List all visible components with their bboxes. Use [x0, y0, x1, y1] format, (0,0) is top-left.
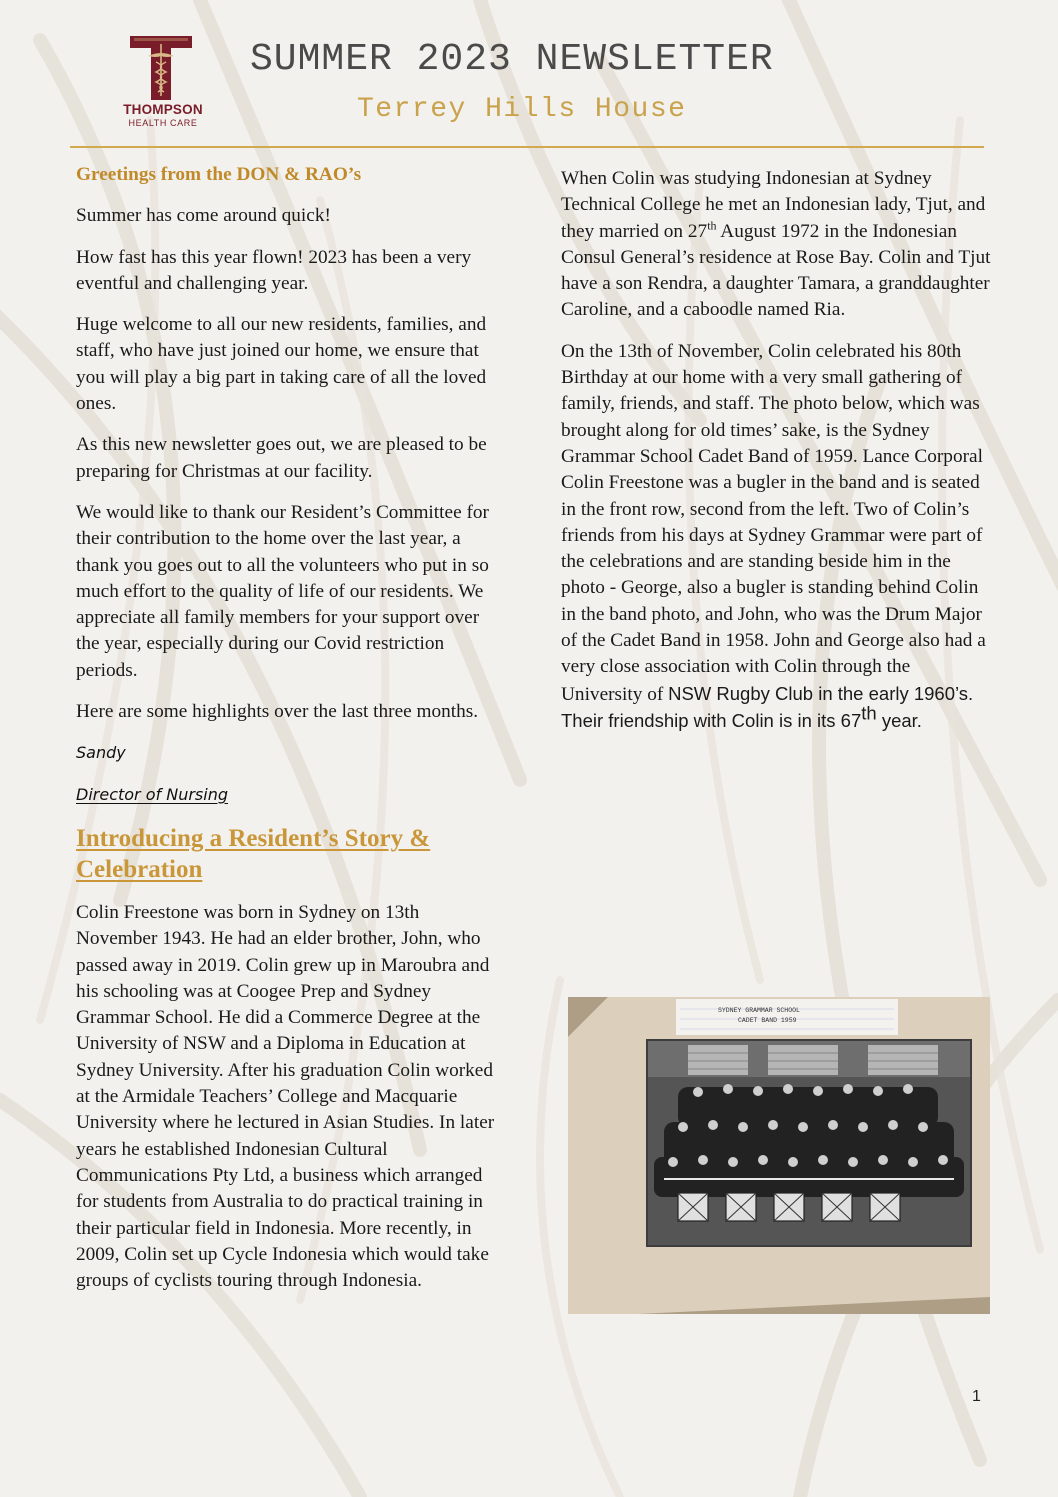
thompson-logo	[108, 36, 218, 136]
greeting-paragraph: Huge welcome to all our new residents, families, and staff, who have just joined our home, we ensure that you will play a big part in taking care of all the loved ones.	[76, 314, 487, 415]
newsletter-subtitle: Terrey Hills House	[357, 94, 687, 125]
greeting-heading: Greetings from the DON & RAO’s	[76, 164, 362, 185]
caduceus-t-logo-icon	[130, 36, 192, 100]
cadet-band-photo	[568, 997, 990, 1314]
story-heading: Introducing a Resident’s Story & Celebration	[76, 824, 431, 883]
story-paragraph-1: Colin Freestone was born in Sydney on 13th November 1943. He had an elder brother, John, who passed away in 2019. Colin grew up in Maroubra and his schooling was at Coogee Prep and Sydney Grammar School. He did a Commerce Degree at the University of NSW and a Diploma in Education at Sydney University. After his graduation Colin worked at the Armidale Teachers’ College and Macquarie University where he lectured in Asian Studies. In later years he established Indonesian Cultural Communications Pty Ltd, a business which arranged for students from Australia to do practical training in their particular field in Indonesia. More recently, in 2009, Colin set up Cycle Indonesia which would take groups of cyclists touring through Indonesia.	[76, 901, 495, 1292]
photo-caption-line2: CADET BAND 1959	[738, 1017, 797, 1024]
newsletter-title: SUMMER 2023 NEWSLETTER	[250, 38, 774, 81]
greeting-paragraph: Summer has come around quick!	[76, 205, 331, 227]
greeting-paragraph: How fast has this year flown! 2023 has been a very eventful and challenging year.	[76, 246, 472, 294]
signature-role: Director of Nursing	[76, 784, 228, 804]
greeting-paragraph: As this new newsletter goes out, we are pleased to be preparing for Christmas at our facility.	[76, 434, 487, 482]
greeting-paragraph: Here are some highlights over the last three months.	[76, 701, 479, 723]
logo-name: THOMPSON	[123, 102, 203, 117]
greeting-paragraph: We would like to thank our Resident’s Committee for their contribution to the home over the last year, a thank you goes out to all the volunteers who put in so much effort to the quality of life of our residents. We appreciate all family members for your support over the year, especially during our Covid restriction periods.	[76, 501, 489, 681]
logo-subtitle: HEALTH CARE	[128, 118, 198, 128]
left-column	[76, 162, 501, 1309]
story-paragraph-2: When Colin was studying Indonesian at Sydney Technical College he met an Indonesian lady, Tjut, and they married on 27th August 1972 in the Indonesian Consul General’s residence at Rose Bay. Colin and Tjut have a son Rendra, a daughter Tamara, a granddaughter Caroline, and a caboodle named Ria.	[561, 168, 991, 321]
photo-caption-line1: SYDNEY GRAMMAR SCHOOL	[718, 1007, 800, 1014]
right-column	[561, 166, 991, 750]
signature-name: Sandy	[76, 743, 126, 763]
story-paragraph-3: On the 13th of November, Colin celebrated his 80th Birthday at our home with a very small gathering of family, friends, and staff. The photo below, which was brought along for old times’ sake, is the Sydney Grammar School Cadet Band of 1959. Lance Corporal Colin Freestone was a bugler in the band and is seated in the front row, second from the left. Two of Colin’s friends from his days at Sydney Grammar were part of the celebrations and are standing beside him in the photo - George, also a bugler is standing behind Colin in the band photo, and John, who was the Drum Major of the Cadet Band in 1958. John and George also had a very close association with Colin through the University of NSW Rugby Club in the early 1960’s. Their friendship with Colin is in its 67th year.	[561, 340, 986, 731]
header-divider	[70, 146, 984, 148]
page-number: 1	[972, 1388, 981, 1405]
